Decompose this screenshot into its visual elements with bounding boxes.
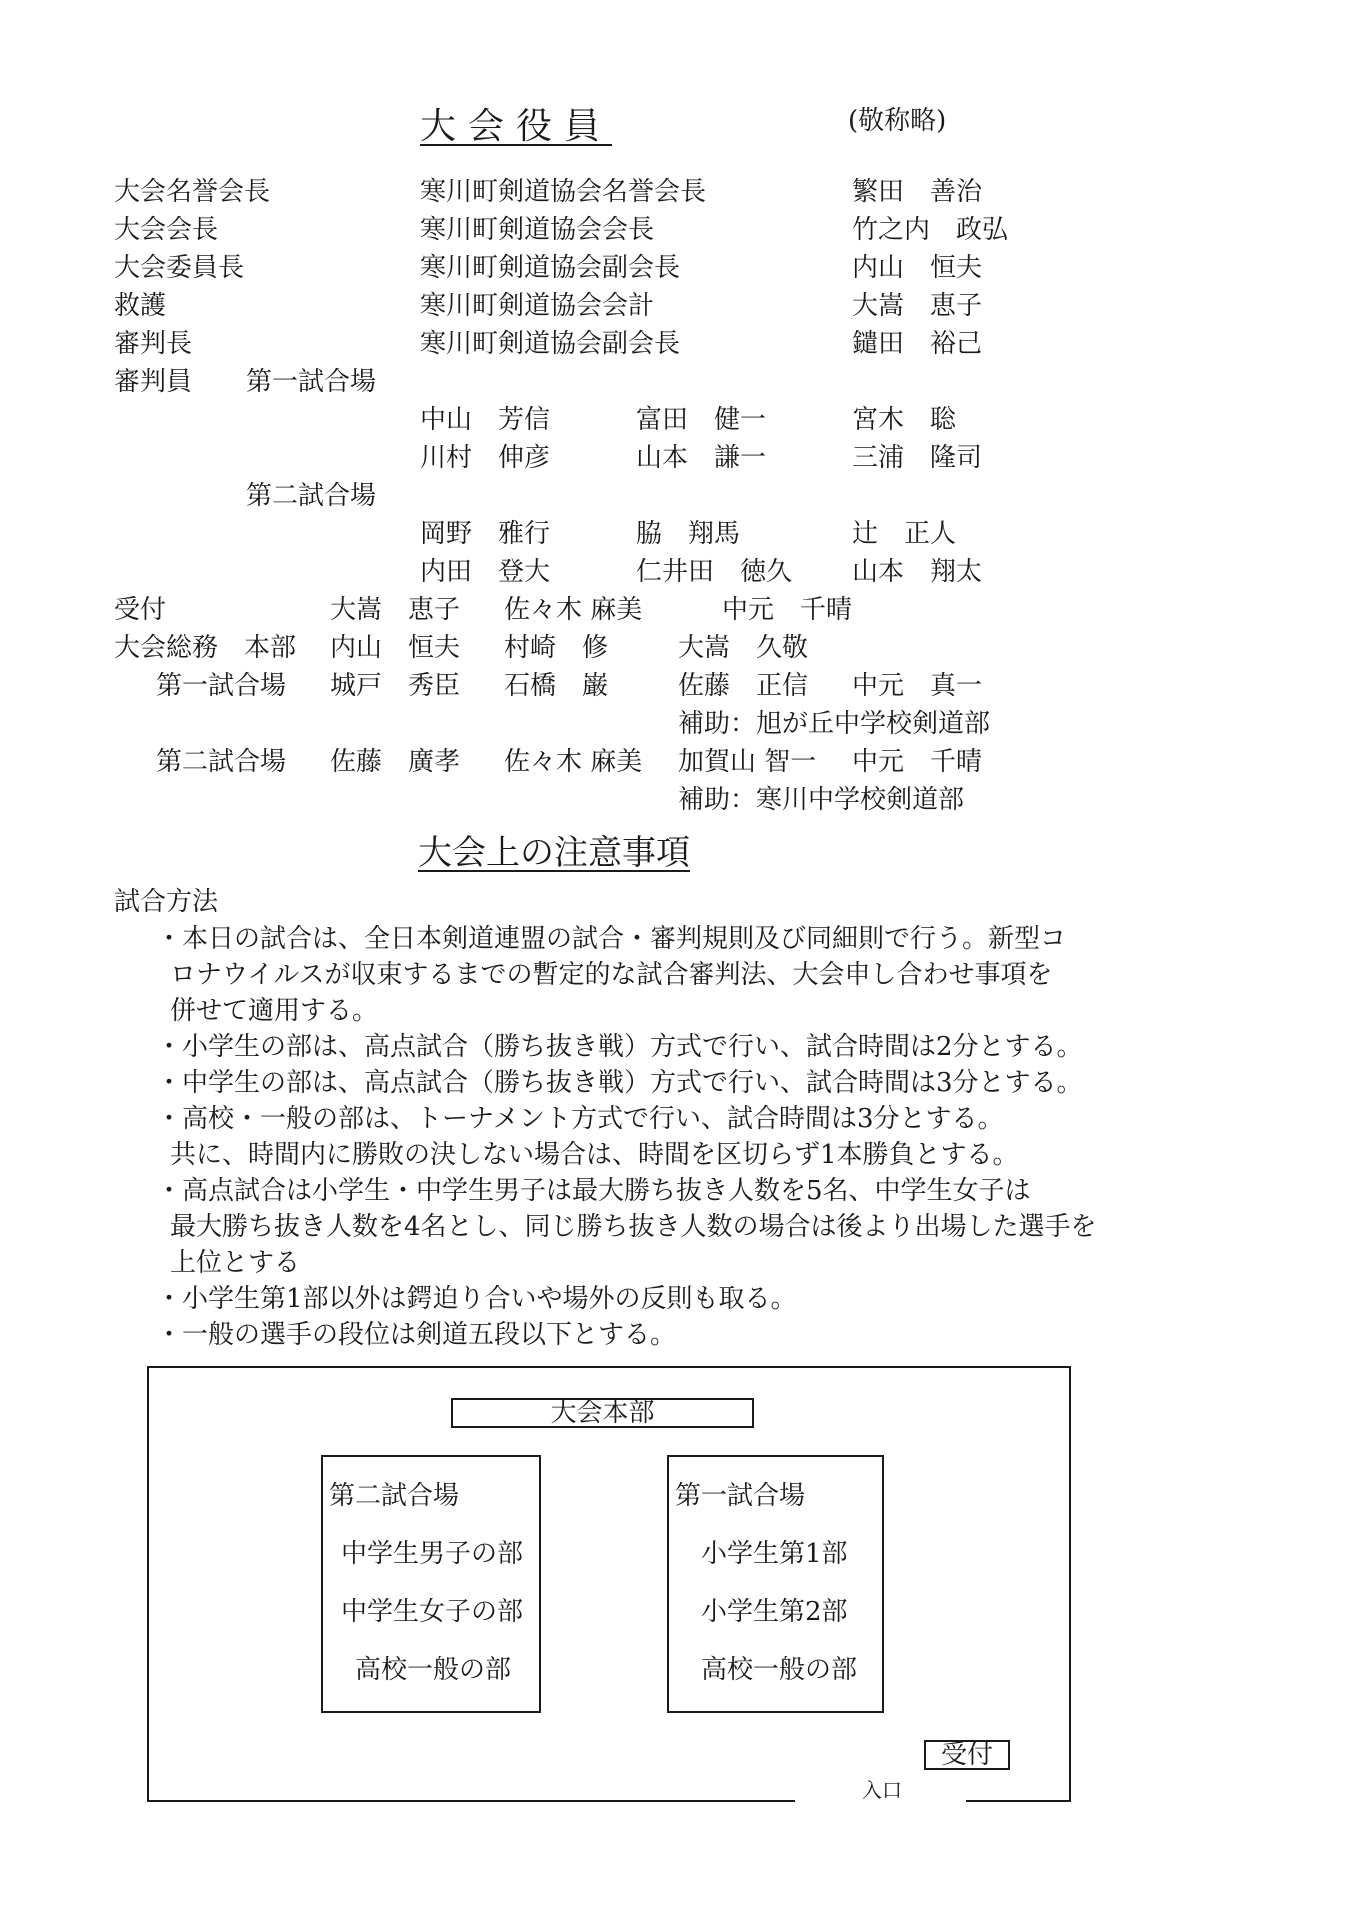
referee-name: 富田 健一 [636, 405, 767, 435]
referee-name: 川村 伸彦 [420, 443, 551, 473]
official-name: 竹之内 政弘 [852, 215, 1009, 245]
referee-name: 岡野 雅行 [420, 519, 551, 549]
referee-name: 山本 翔太 [852, 557, 983, 587]
court1-division: 高校一般の部 [701, 1655, 858, 1685]
reception-name: 大嵩 恵子 [330, 595, 461, 625]
court2-label: 第二試合場 [246, 481, 377, 511]
map-wall-bottom-right [966, 1800, 1071, 1802]
map-wall-left [147, 1366, 149, 1802]
court2-box [321, 1455, 541, 1713]
general-affairs-name: 大嵩 久敬 [678, 633, 809, 663]
official-name: 内山 恒夫 [852, 253, 983, 283]
court1-division: 小学生第1部 [701, 1539, 848, 1569]
court1-title: 第一試合場 [675, 1481, 806, 1511]
position-label: 寒川町剣道協会名誉会長 [420, 177, 707, 207]
general-affairs-name: 村崎 修 [504, 633, 609, 663]
position-label: 寒川町剣道協会副会長 [420, 253, 681, 283]
role-label: 大会委員長 [114, 253, 245, 283]
referee-name: 辻 正人 [852, 519, 957, 549]
ga-court2-name: 佐々木 麻美 [504, 747, 643, 777]
ga-court1-name: 佐藤 正信 [678, 671, 809, 701]
note-line: ・高校・一般の部は、トーナメント方式で行い、試合時間は3分とする。 [156, 1104, 1004, 1134]
reception-name: 佐々木 麻美 [504, 595, 643, 625]
referee-name: 三浦 隆司 [852, 443, 983, 473]
officials-title: 大会役員 [420, 106, 613, 147]
court2-title: 第二試合場 [329, 1481, 460, 1511]
ga-court1-assist: 補助：旭が丘中学校剣道部 [678, 709, 991, 739]
note-line: ・本日の試合は、全日本剣道連盟の試合・審判規則及び同細則で行う。新型コ [156, 924, 1067, 954]
note-line: ・小学生の部は、高点試合（勝ち抜き戦）方式で行い、試合時間は2分とする。 [156, 1032, 1083, 1062]
referee-name: 仁井田 徳久 [636, 557, 793, 587]
ga-court2-name: 佐藤 廣孝 [330, 747, 461, 777]
position-label: 寒川町剣道協会副会長 [420, 329, 681, 359]
honorific-note: (敬称略) [848, 106, 947, 136]
court2-division: 高校一般の部 [355, 1655, 512, 1685]
note-line: ・高点試合は小学生・中学生男子は最大勝ち抜き人数を5名、中学生女子は [156, 1176, 1031, 1206]
note-line: 共に、時間内に勝敗の決しない場合は、時間を区切らず1本勝負とする。 [170, 1140, 1019, 1170]
court2-division: 中学生女子の部 [341, 1597, 524, 1627]
referee-name: 脇 翔馬 [636, 519, 741, 549]
note-line: ・中学生の部は、高点試合（勝ち抜き戦）方式で行い、試合時間は3分とする。 [156, 1068, 1083, 1098]
entrance-label: 入口 [862, 1778, 902, 1802]
referees-label: 審判員 [114, 367, 193, 397]
general-affairs-name: 内山 恒夫 [330, 633, 461, 663]
notes-title: 大会上の注意事項 [418, 833, 690, 873]
ga-court1-name: 中元 真一 [852, 671, 983, 701]
map-wall-top [147, 1366, 1071, 1368]
role-label: 大会名誉会長 [114, 177, 271, 207]
position-label: 寒川町剣道協会会計 [420, 291, 655, 321]
referee-name: 中山 芳信 [420, 405, 551, 435]
role-label: 救護 [114, 291, 167, 321]
note-line: 併せて適用する。 [170, 996, 379, 1026]
official-name: 鑓田 裕己 [852, 329, 983, 359]
map-wall-bottom-left [147, 1800, 795, 1802]
map-wall-right [1069, 1366, 1071, 1802]
note-line: ・一般の選手の段位は剣道五段以下とする。 [156, 1320, 677, 1350]
referee-name: 山本 謙一 [636, 443, 767, 473]
court1-box [667, 1455, 884, 1713]
reception-name: 中元 千晴 [722, 595, 853, 625]
court2-division: 中学生男子の部 [341, 1539, 524, 1569]
reception-label: 受付 [114, 595, 167, 625]
referee-name: 内田 登大 [420, 557, 551, 587]
official-name: 大嵩 恵子 [852, 291, 983, 321]
ga-court1-label: 第一試合場 [156, 671, 287, 701]
note-line: 上位とする [170, 1248, 301, 1278]
notes-section-label: 試合方法 [114, 887, 219, 917]
official-name: 繁田 善治 [852, 177, 983, 207]
general-affairs-label: 大会総務 本部 [114, 633, 297, 663]
referee-name: 宮木 聡 [852, 405, 957, 435]
ga-court2-name: 加賀山 智一 [678, 747, 817, 777]
hq-box: 大会本部 [451, 1398, 754, 1428]
ga-court2-assist: 補助：寒川中学校剣道部 [678, 785, 965, 815]
ga-court2-name: 中元 千晴 [852, 747, 983, 777]
ga-court2-label: 第二試合場 [156, 747, 287, 777]
position-label: 寒川町剣道協会会長 [420, 215, 655, 245]
ga-court1-name: 城戸 秀臣 [330, 671, 461, 701]
note-line: ロナウイルスが収束するまでの暫定的な試合審判法、大会申し合わせ事項を [170, 960, 1053, 990]
role-label: 審判長 [114, 329, 193, 359]
note-line: 最大勝ち抜き人数を4名とし、同じ勝ち抜き人数の場合は後より出場した選手を [170, 1212, 1097, 1242]
court1-division: 小学生第2部 [701, 1597, 848, 1627]
role-label: 大会会長 [114, 215, 219, 245]
reception-box: 受付 [924, 1740, 1010, 1770]
ga-court1-name: 石橋 巌 [504, 671, 609, 701]
note-line: ・小学生第1部以外は鍔迫り合いや場外の反則も取る。 [156, 1284, 797, 1314]
court1-label: 第一試合場 [246, 367, 377, 397]
